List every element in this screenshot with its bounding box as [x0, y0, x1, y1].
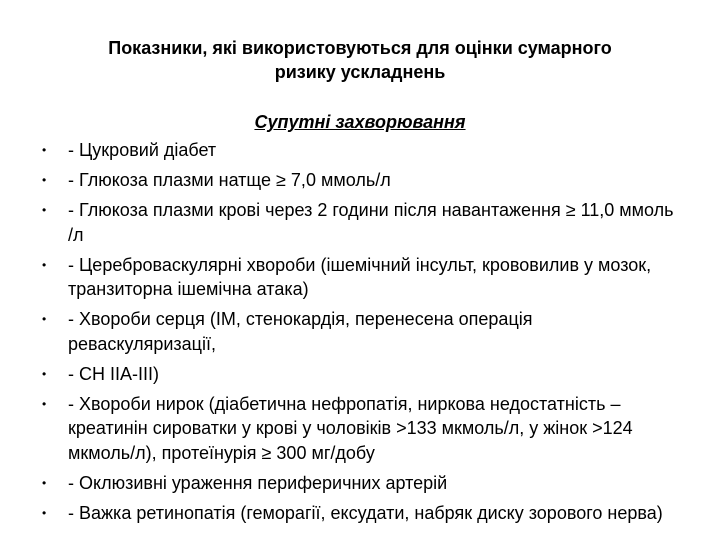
list-item-text: - Глюкоза плазми крові через 2 години після навантаження ≥ 11,0 ммоль /л: [68, 200, 674, 245]
title-line-1: Показники, які використовуються для оцінки сумарного: [108, 38, 612, 58]
list-item-text: - Важка ретинопатія (геморагії, ексудати, набряк диску зорового нерва): [68, 502, 663, 523]
list-item: [42, 501, 682, 526]
slide-title: [0, 36, 720, 84]
list-item: [42, 138, 682, 163]
list-item: [42, 362, 682, 387]
list-item-text: - Глюкоза плазми натще ≥ 7,0 ммоль/л: [68, 170, 391, 190]
list-item-text: - Хвороби нирок (діабетична нефропатія, ниркова недостатність – креатинін сироватки у крові у чоловіків >133 мкмоль/л, у жінок >124 мкмоль/л), протеїнурія ≥ 300 мг/добу: [68, 393, 633, 463]
bullet-icon: •: [42, 143, 47, 157]
list-item-text: - Цереброваскулярні хвороби (ішемічний інсульт, крововилив у мозок, транзиторна ішемічна атака): [68, 254, 652, 299]
bullet-icon: •: [42, 475, 47, 490]
bullet-icon: •: [42, 366, 47, 381]
conditions-list: [42, 138, 682, 531]
bullet-icon: •: [42, 505, 47, 520]
bullet-icon: •: [42, 173, 47, 187]
list-item-text: - Оклюзивні ураження периферичних артерій: [68, 472, 448, 493]
list-item-text: - Хвороби серця (ІМ, стенокардія, перенесена операція реваскуляризації,: [68, 309, 533, 354]
list-item: [42, 471, 682, 496]
list-item: [42, 253, 682, 302]
list-item-text: - СН IIА-ІІІ): [68, 363, 159, 384]
bullet-icon: •: [42, 396, 47, 411]
list-item: [42, 168, 682, 193]
section-heading: Супутні захворювання: [254, 112, 466, 132]
title-line-2: ризику ускладнень: [274, 62, 446, 82]
bullet-icon: •: [42, 312, 47, 326]
list-item: [42, 392, 682, 466]
list-item-text: - Цукровий діабет: [68, 140, 217, 160]
bullet-icon: •: [42, 257, 47, 272]
list-item: [42, 198, 682, 247]
list-item: [42, 307, 682, 356]
bullet-icon: •: [42, 203, 47, 217]
